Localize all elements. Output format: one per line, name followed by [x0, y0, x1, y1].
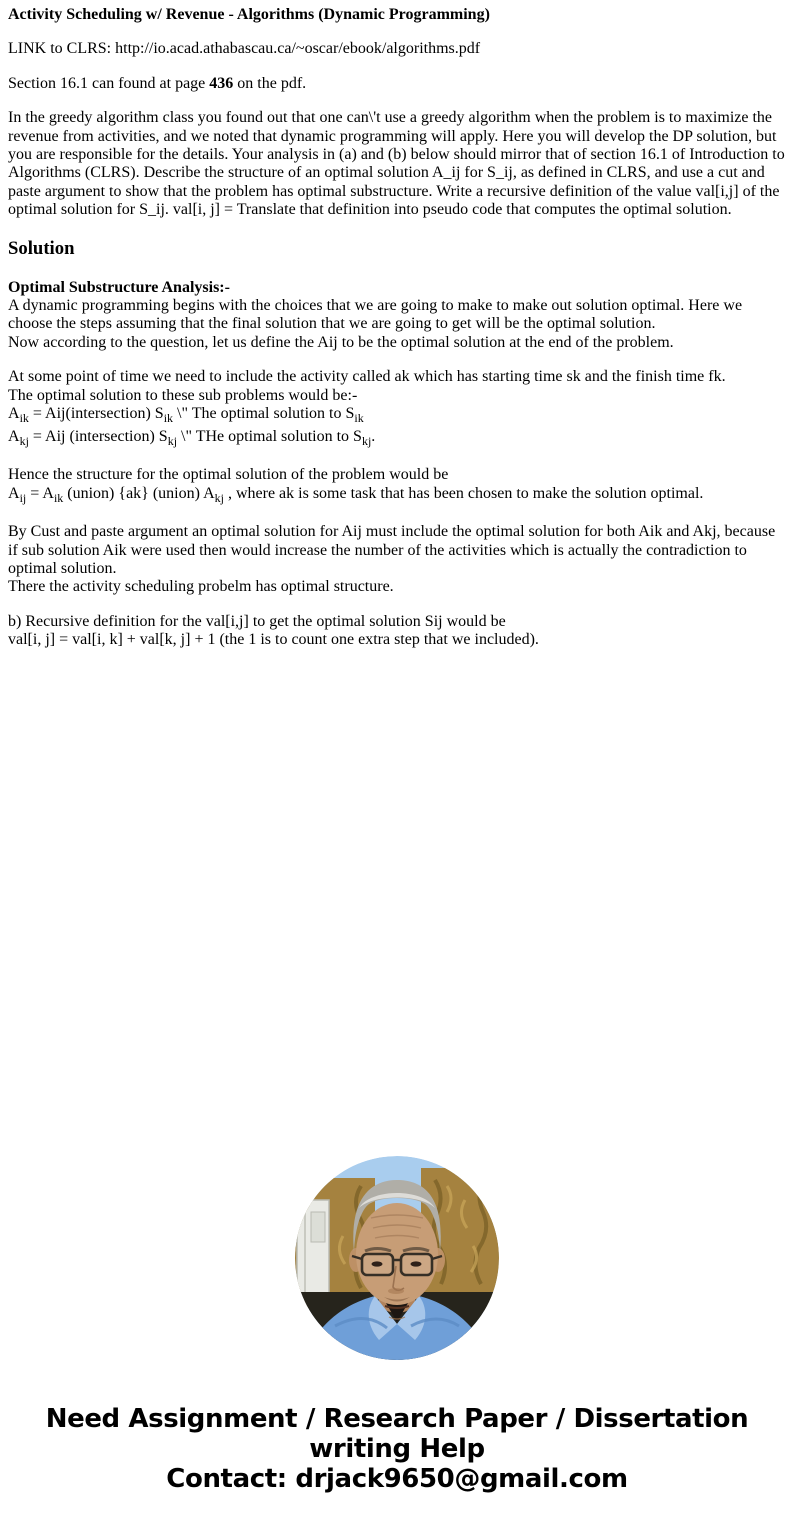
recursive-line1: b) Recursive definition for the val[i,j] to get the optimal solution Sij would be: [8, 612, 506, 630]
substructure-block: [8, 279, 786, 353]
section-line-post: on the pdf.: [233, 74, 307, 92]
doc-title: [8, 6, 786, 24]
cutpaste-block: [8, 523, 786, 597]
formula-aik: $A_{ik}$ = Aij(intersection) $S_{ik}$ \" The optimal solution to $S_{ik}$: [8, 405, 364, 426]
substructure-note: Now according to the question, let us define the Aij to be the optimal solution at the end of the problem.: [8, 333, 674, 351]
section-page-number: 436: [209, 74, 234, 92]
footer-line-2: writing Help: [309, 1433, 485, 1464]
doc-title-text: Activity Scheduling w/ Revenue - Algorithms (Dynamic Programming): [8, 6, 490, 23]
subproblems-line2: The optimal solution to these sub problems would be:-: [8, 386, 358, 404]
formula-akj: $A_{kj}$ = Aij (intersection) $S_{kj}$ \" THe optimal solution to $S_{kj}$.: [8, 427, 376, 448]
clrs-link-line: LINK to CLRS: http://io.acad.athabascau.ca/~oscar/ebook/algorithms.pdf: [8, 40, 481, 58]
footer-contact-line: Contact: drjack9650@gmail.com: [166, 1463, 628, 1494]
recursive-definition-block: [8, 613, 786, 650]
subproblems-block: [8, 368, 786, 450]
hence-block: [8, 466, 786, 507]
intro-paragraph: In the greedy algorithm class you found out that one can\'t use a greedy algorithm when the problem is to maximize the revenue from activities, and we noted that dynamic programming will apply. Here you will develop the DP solution, but you are responsible for the details. Your analysis in (a) and (b) below should mirror that of section 16.1 of Introduction to Algorithms (CLRS). Describe the structure of an optimal solution A_ij for S_ij, as defined in CLRS, and use a cut and paste argument to show that the problem has optimal substructure. Write a recursive definition of the value val[i,j] of the optimal solution for S_ij. val[i, j] = Translate that definition into pseudo code that computes the optimal solution.: [8, 109, 785, 219]
section-line: [8, 75, 786, 93]
instructor-portrait-photo: [295, 1156, 499, 1360]
recursive-line2: val[i, j] = val[i, k] + val[k, j] + 1 (the 1 is to count one extra step that we included).: [8, 631, 539, 649]
cutpaste-note: There the activity scheduling probelm has optimal structure.: [8, 578, 394, 596]
footer-ad-banner: [8, 1404, 786, 1494]
section-line-pre: Section 16.1 can found at page: [8, 74, 210, 92]
subproblems-line1: At some point of time we need to include the activity called ak which has starting time sk and the finish time fk.: [8, 368, 726, 386]
solution-heading: Solution: [8, 238, 75, 260]
cutpaste-body: By Cust and paste argument an optimal solution for Aij must include the optimal solution for both Aik and Akj, because if sub solution Aik were used then would increase the number of the activities which is actually the contradiction to optimal solution.: [8, 523, 776, 578]
hence-line1: Hence the structure for the optimal solution of the problem would be: [8, 466, 449, 484]
formula-aij-union: $A_{ij} = A_{ik}$ (union) {ak} (union) $A_{kj}$ , where ak is some task that has been chosen to make the solution optimal.: [8, 484, 704, 505]
substructure-heading: Optimal Substructure Analysis:-: [8, 278, 230, 296]
portrait-illustration: [295, 1156, 499, 1360]
substructure-body: A dynamic programming begins with the choices that we are going to make to make out solution optimal. Here we choose the steps assuming that the final solution that we are going to get will be the optimal solution.: [8, 297, 743, 333]
blank-space: [8, 666, 786, 1156]
footer-line-1: Need Assignment / Research Paper / Dissertation: [45, 1403, 749, 1434]
